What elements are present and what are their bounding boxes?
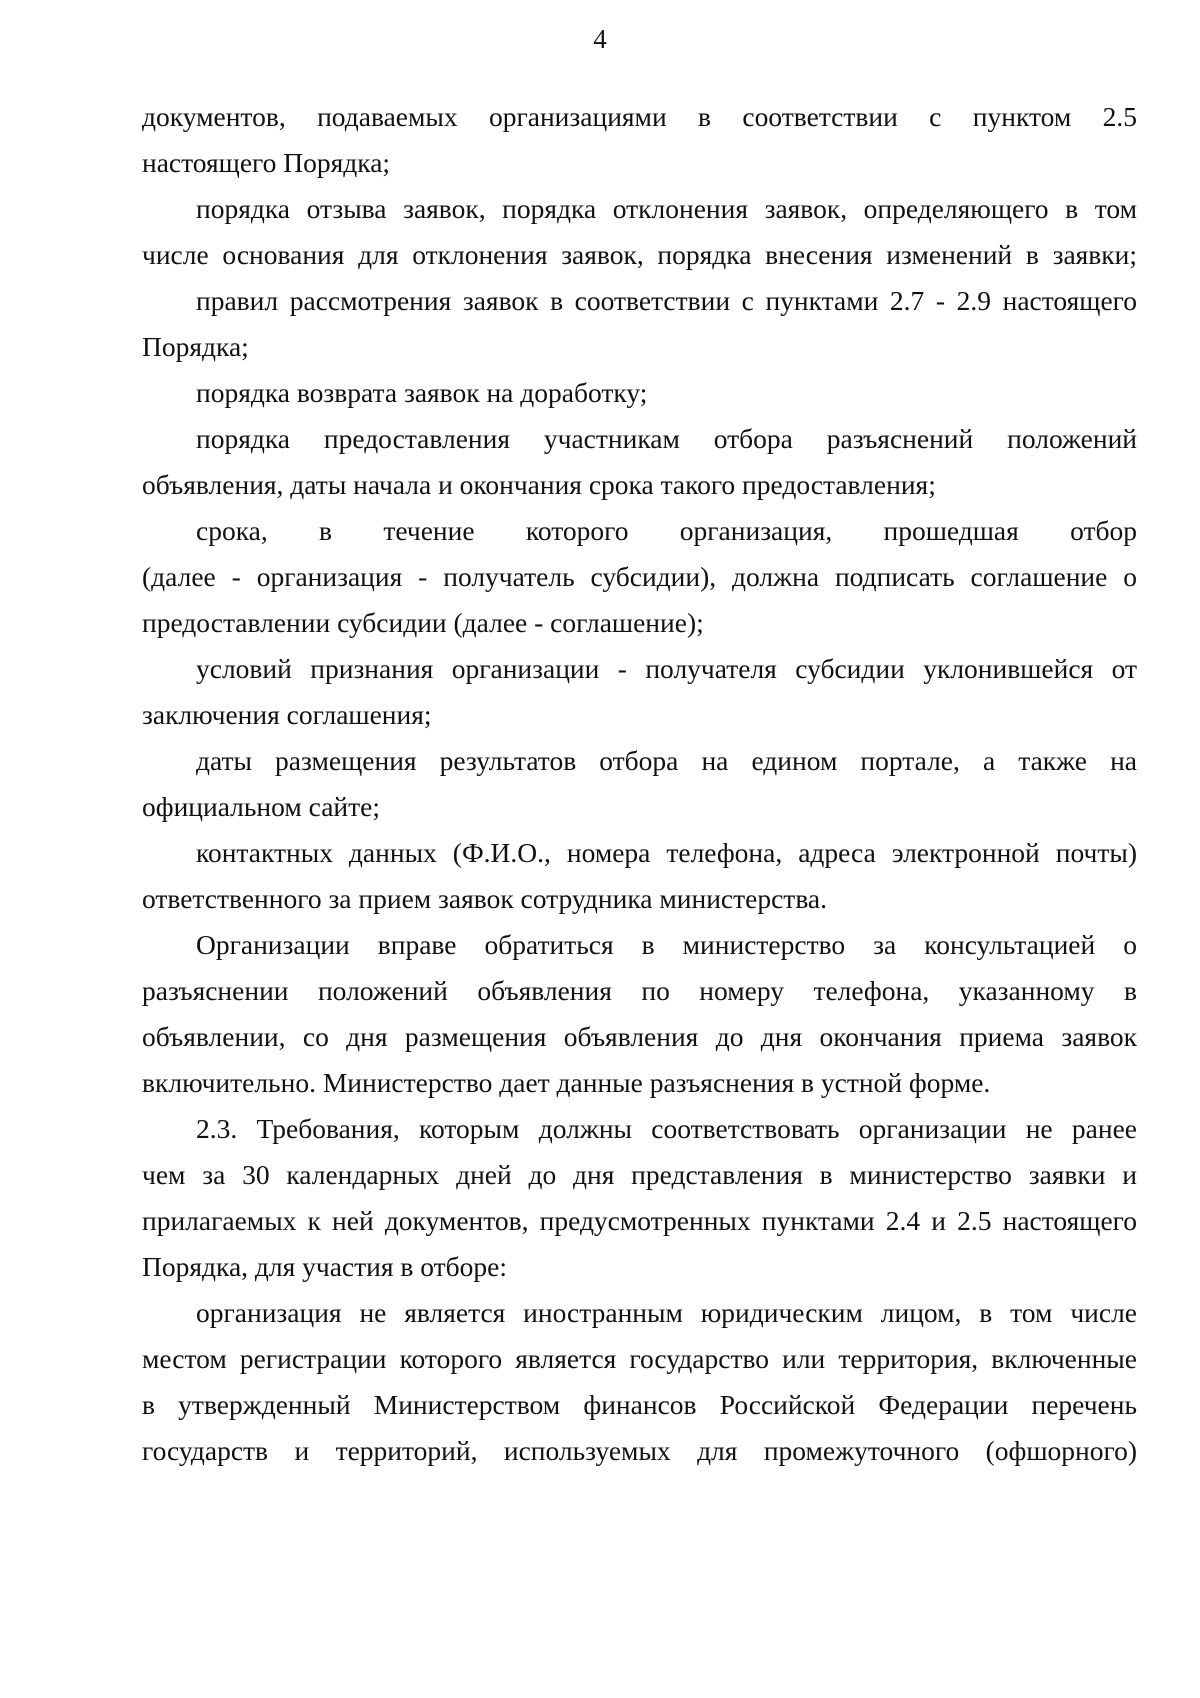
text-line: контактных данных (Ф.И.О., номера телефона, адреса электронной почты) — [196, 837, 1137, 868]
text-line: Порядка, для участия в отборе: — [142, 1251, 507, 1282]
text-line: порядка предоставления участникам отбора разъяснений положений — [196, 423, 1137, 454]
text-line: порядка возврата заявок на доработку; — [196, 377, 648, 408]
text-line: (далее - организация - получатель субсидии), должна подписать соглашение о — [142, 561, 1137, 592]
page-number: 4 — [593, 24, 607, 54]
text-line: официальном сайте; — [142, 791, 380, 822]
text-line: разъяснении положений объявления по номеру телефона, указанному в — [142, 975, 1137, 1006]
text-line: объявления, даты начала и окончания срока такого предоставления; — [142, 469, 936, 500]
text-line: ответственного за прием заявок сотрудника министерства. — [142, 883, 828, 914]
text-line: срока, в течение которого организация, прошедшая отбор — [196, 515, 1137, 546]
text-line: правил рассмотрения заявок в соответствии с пунктами 2.7 - 2.9 настоящего — [196, 285, 1137, 316]
text-line: документов, подаваемых организациями в соответствии с пунктом 2.5 — [142, 101, 1137, 132]
text-line: настоящего Порядка; — [142, 147, 391, 178]
text-line: государств и территорий, используемых для промежуточного (офшорного) — [142, 1435, 1137, 1466]
text-line: Порядка; — [142, 331, 249, 362]
text-line: числе основания для отклонения заявок, порядка внесения изменений в заявки; — [142, 239, 1137, 270]
text-line: прилагаемых к ней документов, предусмотренных пунктами 2.4 и 2.5 настоящего — [142, 1205, 1137, 1236]
text-line: заключения соглашения; — [142, 699, 432, 730]
text-line: объявлении, со дня размещения объявления до дня окончания приема заявок — [142, 1021, 1137, 1052]
text-line: местом регистрации которого является государство или территория, включенные — [142, 1343, 1137, 1374]
text-line: условий признания организации - получателя субсидии уклонившейся от — [196, 653, 1137, 684]
text-line: порядка отзыва заявок, порядка отклонения заявок, определяющего в том — [196, 193, 1137, 224]
text-line: даты размещения результатов отбора на едином портале, а также на — [196, 745, 1137, 776]
text-line: чем за 30 календарных дней до дня представления в министерство заявки и — [142, 1159, 1137, 1190]
text-line: предоставлении субсидии (далее - соглашение); — [142, 607, 704, 638]
text-line: Организации вправе обратиться в министерство за консультацией о — [196, 929, 1137, 960]
text-line: организация не является иностранным юридическим лицом, в том числе — [196, 1297, 1137, 1328]
text-line: 2.3. Требования, которым должны соответствовать организации не ранее — [196, 1113, 1137, 1144]
text-line: включительно. Министерство дает данные разъяснения в устной форме. — [142, 1067, 991, 1098]
text-line: в утвержденный Министерством финансов Российской Федерации перечень — [142, 1389, 1137, 1420]
